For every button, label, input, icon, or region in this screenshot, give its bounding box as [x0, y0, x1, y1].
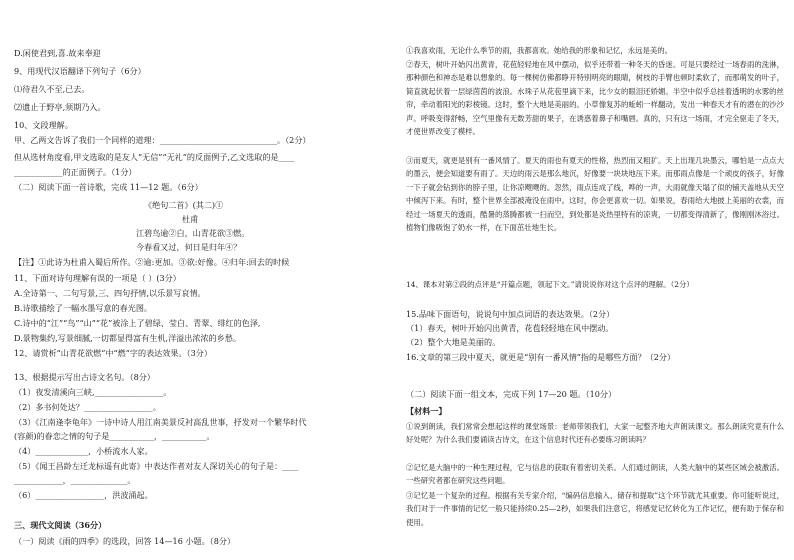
question-13-item-4: （4）_____________，小桥流水人家。: [14, 446, 153, 456]
poem-line-1: 江碧鸟逾②白，山青花欲③燃。: [136, 228, 250, 238]
section-2-heading: （二）阅读下面一组文本，完成下列 17—20 题。（10分）: [406, 389, 617, 399]
question-14: 14、课本对第②段的点评是“开篇点题，领起下文。”请说说你对这个点评的理解。（2分）: [406, 280, 694, 289]
passage-paragraph-2: ②春天，树叶开始闪出黄青，花苞轻轻地在风中摆动，似乎还带着一种冬天的昏迷。可是只要经过一场春雨的洗淋，那种颜色和神态是难以想象的。每一棵树仿佛都睁开特别明亮的眼睛，树枝的手臂也顿时柔软了，而那萌发的叶子，简直就起伏着一层绿茵茵的波浪。水珠子从花苞里滴下来，比少女的眼泪还娇媚。半空中似乎总挂着透明的水雾的丝帘，牵动着阳光的彩棱镜。这时，整个大地是美丽的。小草像复苏的蚯蚓一样翻动，发出一种春天才有的潜在的沙沙声。呼吸变得舒畅，空气里像有无数芳甜的果子，在诱惑着鼻子和嘴唇。真的，只有这一场雨，才完全驱走了冬天，才使世界改变了模样。: [406, 60, 784, 137]
question-16: 16.文章的第三段中夏天，就更是“别有一番风情”指的是哪些方面？（2分）: [406, 352, 676, 362]
passage-paragraph-3: ③而夏天，就更是别有一番风情了。夏天的雨也有夏天的性格，热烈而又粗犷。天上出现几块墨云，哪怕是一点点大的墨云，便会知道要有雨了。天边的雨云是那么地沉，好像要一块块地压下来。而那雨点像是一个顽皮的孩子，好像一下子就会钻到你的脖子里，让你凉飕飕的。忽然，雨点连成了线，哗的一声，大雨就像天塌了似的铺天盖地从天空中倾泻下来。有时，整个世界全部被淹没在雨中。这时，你会更喜欢一切。如果说，春雨给大地披上美丽的衣裳，而经过一场夏天的透雨，酷暑的蒸腾都被一扫而空，到处都是炎热里特有的凉爽，一切都变得清新了，像刚刚沐浴过。植物们像吸饱了奶水一样，在下面茁壮地生长。: [406, 156, 784, 233]
question-10-line-1: 甲、乙两文告诉了我们一个同样的道理：_____________________________。（2分）: [14, 135, 311, 145]
question-10-line-2: 但从选材角度看,甲文选取的是友人“无信”“无礼”的反面例子,乙文选取的是____: [14, 152, 295, 162]
question-15-sentence-1: （1）春天，树叶开始闪出黄青，花苞轻轻地在风中摆动。: [406, 323, 614, 333]
question-11-option-b: B.诗歌描绘了一幅水墨写意的春光图。: [14, 303, 153, 313]
question-12: 12、请赏析“山青花欲燃”中“燃”字的表达效果。（3分）: [14, 348, 212, 358]
material-1-label: 【材料一】: [406, 406, 447, 416]
section-poem-heading: （二）阅读下面一首诗歌，完成 11—12 题。（6分）: [14, 182, 203, 192]
question-13: 13、根据提示写出古诗文名句。（8分）: [14, 372, 155, 382]
question-11: 11、下面对诗句理解有误的一项是（ ）(3分）: [14, 273, 181, 283]
question-10: 10、文段理解。: [14, 120, 73, 130]
question-13-item-6: （6）_________________，洪波涌起。: [14, 490, 153, 500]
question-13-item-2: （2）多书何处达？_________________。: [14, 402, 161, 412]
right-column: [406, 0, 784, 560]
question-10-line-3: ____________的正面例子。（1分）: [14, 167, 137, 177]
left-column: [14, 0, 386, 560]
material-1-paragraph-2: ②记忆是大脑中的一种生理过程，它与信息的获取有着密切关系。人们通过朗读，人类大脑中的某些区域会被激活。一些研究者都在研究这些问题。: [406, 463, 784, 486]
poem-author: 杜甫: [182, 214, 199, 224]
question-13-item-5-line-2: ____________，______________。: [14, 475, 136, 485]
question-15: 15.品味下面语句，说说句中加点词语的表达效果。（2分）: [406, 309, 615, 319]
question-13-item-3-line-2: (容颜)的眷恋之情的句子是___________，___________。: [14, 431, 215, 441]
poem-note: 【注】①此诗为杜甫入蜀后所作。②逾:更加。③欲:好像。④归年:回去的时候: [14, 257, 290, 267]
question-15-sentence-2: （2）整个大地是美丽的。: [406, 337, 501, 347]
question-11-option-d: D.景物集约,写景细腻,一切都显得富有生机,洋溢出浓浓的乡愁。: [14, 333, 241, 343]
poem-line-2: 今春看又过，何日是归年④？: [136, 242, 242, 252]
question-13-item-5-line-1: （5）《闻王昌龄左迁龙标遥有此寄》中表达作者对友人深切关心的句子是：____: [14, 461, 299, 471]
answer-option-d: D.闲使君到,喜.故来奉迎: [14, 48, 101, 58]
question-9-sentence-1: ⑴待君久不至,已去。: [14, 84, 90, 94]
question-11-option-c: C.诗中的“江”“鸟”“山”“花”被涂上了碧绿、莹白、青翠、绯红的色泽,: [14, 318, 261, 328]
question-13-item-3-line-1: （3）《江南逢李龟年》一诗中诗人用江南美景反衬高乱世事，抒发对一个繁华时代: [14, 417, 307, 427]
question-13-item-1: （1）夜发清溪向三峡,_________________。: [14, 387, 172, 397]
section-3-part-1-heading: （一）阅读《雨的四季》的选段，回答 14—16 小题。（8分）: [14, 536, 236, 546]
poem-title: 《绝句二首》(其二)①: [144, 200, 224, 210]
question-11-option-a: A.全诗第一、二句写景,三、四句抒情,以乐景写哀情。: [14, 288, 206, 298]
material-1-paragraph-1: ①说到朗读，我们常常会想起这样的课堂场景：老师带领我们，大家一起整齐地大声朗读课文。那么朗读究竟有什么好处呢？为什么我们要诵读古诗文，在这个信息时代还有必要练习朗读吗？: [406, 422, 784, 445]
passage-paragraph-1: ①我喜欢雨，无论什么季节的雨，我都喜欢。她给我的形象和记忆，永远是美的。: [406, 46, 673, 55]
section-3-heading: 三、现代文阅读（36分）: [14, 520, 107, 530]
material-1-paragraph-3: ③记忆是一个复杂的过程。根据有关专家介绍，“编码信息输入、储存和提取”这个环节就尤其重要。你可能听说过，我们对于一件事情的记忆一般只能持续0.25—2秒，如果我们注意它，将感觉记忆转化为工作记忆，便有助于保存和使用。: [406, 491, 784, 527]
question-9-sentence-2: ⑵遗止于野亭,须期乃入。: [14, 102, 106, 112]
question-9: 9、用现代汉语翻译下列句子（6分）: [14, 66, 146, 76]
